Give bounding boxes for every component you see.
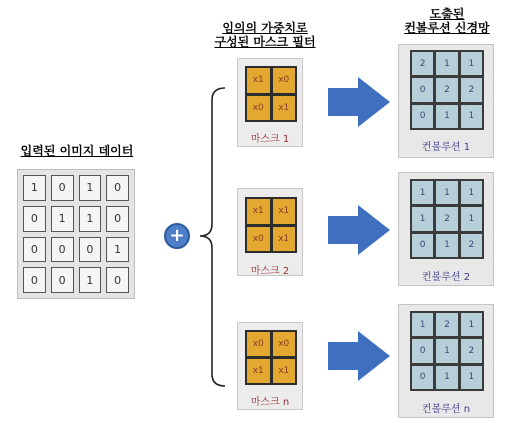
output-cell: 1 [436, 366, 457, 389]
output-cell: 1 [436, 105, 457, 128]
mask-cell: x1 [247, 359, 270, 383]
output-cell: 1 [436, 181, 457, 204]
output-label: 컨볼루션 2 [421, 272, 471, 283]
output-title-line1: 도출된 [429, 7, 465, 21]
arrow-2-icon [328, 205, 390, 255]
input-cell: 1 [79, 175, 102, 201]
input-cell: 1 [79, 267, 102, 293]
output-label: 컨볼루션 1 [421, 142, 471, 153]
output-cell: 0 [412, 78, 433, 101]
output-cell: 0 [412, 366, 433, 389]
output-cell: 0 [412, 105, 433, 128]
mask-cell: x1 [273, 96, 296, 121]
output-cell: 1 [461, 207, 482, 230]
output-cell: 1 [461, 105, 482, 128]
mask-label: 마스크 n [250, 397, 290, 408]
output-cell: 1 [436, 234, 457, 257]
output-cell: 1 [461, 313, 482, 336]
output-cell: 2 [461, 339, 482, 362]
mask-grid [245, 197, 297, 253]
mask-cell: x1 [247, 68, 270, 93]
output-cell: 2 [436, 313, 457, 336]
input-cell: 0 [23, 267, 46, 293]
mask-label: 마스크 1 [250, 134, 290, 145]
mask-card-n [237, 322, 303, 410]
curly-bracket [200, 88, 225, 386]
input-cell: 0 [79, 237, 102, 263]
input-cell: 1 [79, 206, 102, 232]
input-cell: 1 [106, 237, 129, 263]
output-cell: 1 [412, 313, 433, 336]
mask-cell: x0 [247, 332, 270, 356]
output-cell: 2 [436, 207, 457, 230]
output-cell: 1 [461, 366, 482, 389]
output-grid [410, 179, 484, 259]
mask-cell: x1 [273, 359, 296, 383]
mask-cell: x1 [247, 199, 270, 224]
output-card-n [398, 304, 494, 418]
input-title-text: 입력된 이미지 데이터 [20, 144, 134, 158]
input-cell: 0 [51, 267, 74, 293]
mask-cell: x0 [247, 227, 270, 252]
output-card-2 [398, 172, 494, 286]
output-title-line2: 컨볼루션 신경망 [404, 21, 490, 35]
mask-cell: x0 [273, 68, 296, 93]
arrow-3-icon [328, 331, 390, 381]
input-cell: 0 [106, 175, 129, 201]
mask-label: 마스크 2 [250, 266, 290, 277]
plus-icon: + [164, 223, 190, 249]
output-cell: 1 [461, 52, 482, 75]
mask-card-2 [237, 188, 303, 276]
mask-grid [245, 330, 297, 385]
output-cell: 2 [461, 234, 482, 257]
input-cell: 0 [106, 267, 129, 293]
mask-cell: x0 [247, 96, 270, 121]
mask-grid [245, 66, 297, 122]
input-cell: 1 [23, 175, 46, 201]
output-cell: 2 [412, 52, 433, 75]
output-cell: 1 [412, 207, 433, 230]
mask-card-1 [237, 58, 303, 147]
output-cell: 1 [436, 339, 457, 362]
output-grid [410, 311, 484, 391]
output-label: 컨볼루션 n [421, 404, 471, 415]
output-cell: 1 [461, 181, 482, 204]
output-cell: 2 [461, 78, 482, 101]
output-grid [410, 50, 484, 130]
input-cell: 0 [23, 237, 46, 263]
output-cell: 0 [412, 234, 433, 257]
output-card-1 [398, 44, 494, 158]
output-cell: 2 [436, 78, 457, 101]
mask-title-line2: 구성된 마스크 필터 [214, 35, 316, 49]
mask-cell: x0 [273, 332, 296, 356]
output-cell: 0 [412, 339, 433, 362]
mask-cell: x1 [273, 199, 296, 224]
output-cell: 1 [436, 52, 457, 75]
input-cell: 1 [51, 206, 74, 232]
input-cell: 0 [51, 175, 74, 201]
mask-cell: x1 [273, 227, 296, 252]
input-cell: 0 [51, 237, 74, 263]
arrow-1-icon [328, 77, 390, 127]
input-cell: 0 [106, 206, 129, 232]
input-cell: 0 [23, 206, 46, 232]
mask-title-line1: 임의의 가중치로 [222, 21, 308, 35]
output-cell: 1 [412, 181, 433, 204]
